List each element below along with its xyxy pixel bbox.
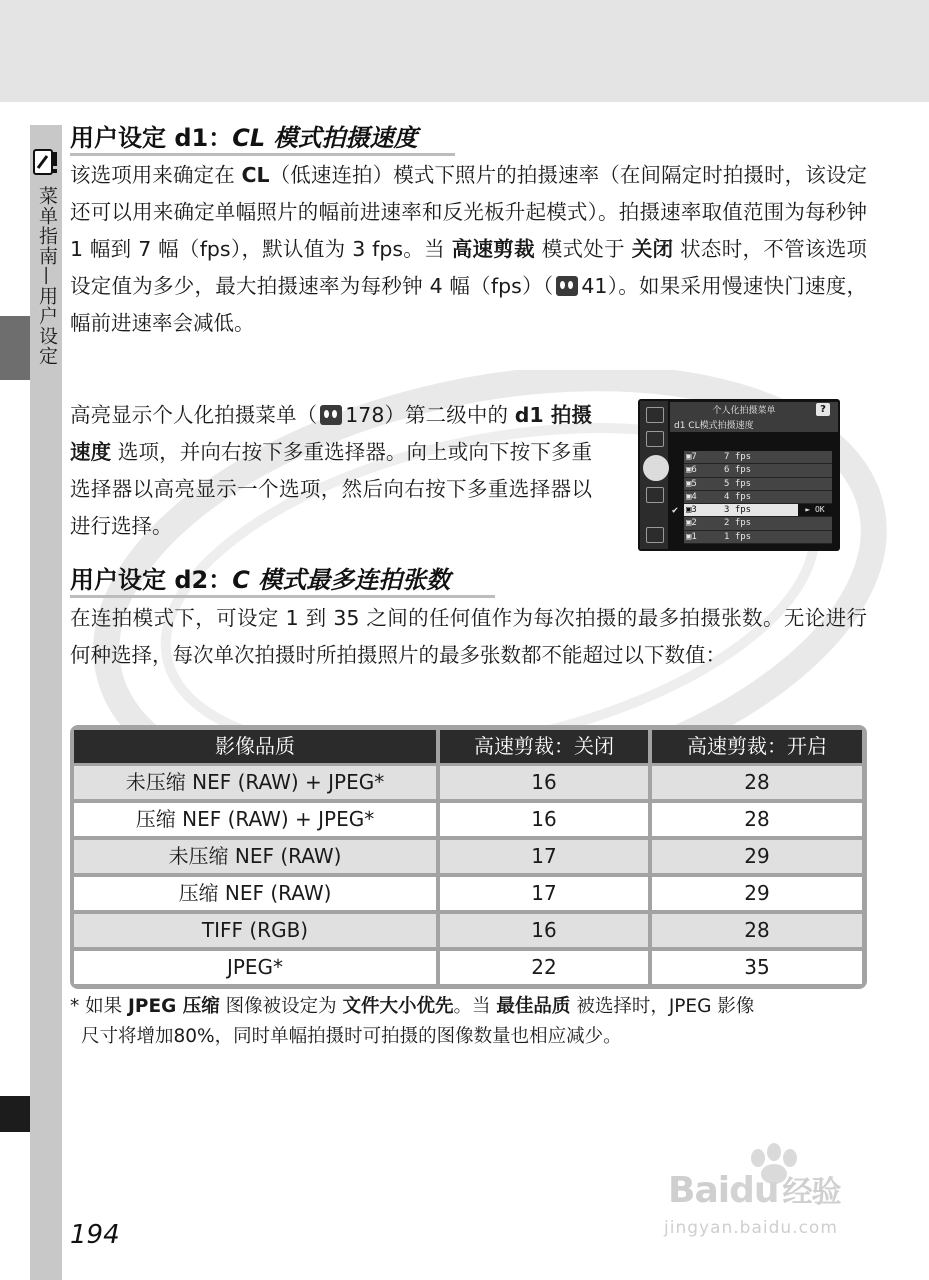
pencil-menu-icon — [33, 148, 59, 178]
section-d2-title — [70, 565, 450, 595]
baidu-url: jingyan.baidu.com — [664, 1218, 838, 1238]
high-speed-crop-term: 高速剪裁 — [451, 237, 535, 261]
section-d1-paragraph-2: 高亮显示个人化拍摄菜单（ 178）第二级中的 d1 拍摄速度 选项，并向右按下多重选择器。向上或向下按下多重选择器以高亮显示一个选项，然后向右按下多重选择器以进行选择。 — [70, 403, 593, 538]
ok-button[interactable]: ► OK — [798, 504, 832, 516]
table-cell-value: 22 — [440, 951, 648, 984]
section-d2-title-prefix: 用户设定 d2： — [70, 566, 233, 594]
side-chapter-tab — [0, 316, 30, 380]
help-icon: ? — [816, 403, 830, 416]
section-d1-title-prefix: 用户设定 d1： — [70, 124, 233, 152]
optimal-quality-term: 最佳品质 — [496, 996, 571, 1017]
playback-menu-icon — [646, 407, 664, 423]
page-reference-icon — [556, 276, 578, 296]
check-icon: ✔ — [672, 505, 679, 517]
table-cell-quality: 未压缩 NEF (RAW) + JPEG* — [74, 766, 436, 799]
section-d1-underline — [70, 153, 455, 156]
table-header-crop-on: 高速剪裁：开启 — [652, 730, 862, 763]
table-cell-value: 29 — [652, 840, 862, 873]
burst-limit-table — [70, 725, 867, 989]
speed-option-row[interactable]: ▣4 4 fps — [684, 491, 832, 504]
cl-mode-symbol: CL — [241, 163, 270, 187]
table-cell-value: 28 — [652, 766, 862, 799]
table-cell-value: 16 — [440, 803, 648, 836]
camera-menu-item-title: d1 CL模式拍摄速度 — [674, 421, 754, 431]
camera-menu-sidebar — [640, 401, 668, 549]
table-cell-value: 28 — [652, 914, 862, 947]
jpeg-compression-term: JPEG 压缩 — [128, 996, 220, 1017]
size-priority-term: 文件大小优先 — [342, 996, 454, 1017]
speed-option-row[interactable]: ▣6 6 fps — [684, 464, 832, 477]
table-cell-value: 29 — [652, 877, 862, 910]
table-cell-value: 35 — [652, 951, 862, 984]
sidebar-chapter-label: 菜单指南—用户设定 — [36, 186, 58, 366]
section-d2-title-italic: C 模式最多连拍张数 — [232, 566, 451, 594]
speed-option-row[interactable]: ▣5 5 fps — [684, 478, 832, 491]
d1-shooting-speed-term: d1 拍摄速度 — [70, 403, 592, 464]
section-d1-title-italic: CL 模式拍摄速度 — [232, 124, 418, 152]
table-cell-value: 16 — [440, 914, 648, 947]
section-d1-paragraph-1: 该选项用来确定在 CL（低速连拍）模式下照片的拍摄速率（在间隔定时拍摄时，该设定还可以用来确定单幅照片的幅前进速率和反光板升起模式）。拍摄速率取值范围为每秒钟 1 幅到 7 幅（fps），默认值为 3 fps。当 高速剪裁 模式处于 关闭 状态时，不管该选项设定值为多少，最大拍摄速率为每秒钟 4 幅（fps）（ 41）。如果采用慢速快门速度，幅前进速率会减低。 — [70, 163, 868, 335]
table-cell-quality: 压缩 NEF (RAW) + JPEG* — [74, 803, 436, 836]
speed-option-row[interactable]: ▣1 1 fps — [684, 531, 832, 544]
page-number: 194 — [70, 1220, 120, 1250]
setup-wrench-icon — [646, 487, 664, 503]
table-cell-quality: 未压缩 NEF (RAW) — [74, 840, 436, 873]
camera-menu-title: 个人化拍摄菜单 — [712, 406, 776, 416]
speed-option-row[interactable]: ▣2 2 fps — [684, 517, 832, 530]
baidu-brand: Baidu 经验 — [668, 1170, 841, 1211]
table-header-quality: 影像品质 — [74, 730, 436, 763]
footnote: * 如果 JPEG 压缩 图像被设定为 文件大小优先。当 最佳品质 被选择时，JPEG 影像 尺寸将增加80%，同时单幅拍摄时可拍摄的图像数量也相应减少。 — [70, 996, 755, 1047]
off-term: 关闭 — [631, 237, 674, 261]
section-d2-paragraph: 在连拍模式下，可设定 1 到 35 之间的任何值作为每次拍摄的最多拍摄张数。无论进行何种选择，每次单次拍摄时所拍摄照片的最多张数都不能超过以下数值： — [70, 606, 867, 667]
table-cell-value: 17 — [440, 840, 648, 873]
table-header-crop-off: 高速剪裁：关闭 — [440, 730, 648, 763]
section-d2-underline — [70, 595, 495, 598]
custom-settings-pencil-icon — [643, 455, 669, 481]
camera-speed-options — [672, 451, 832, 544]
camera-menu-icon — [646, 431, 664, 447]
table-cell-value: 16 — [440, 766, 648, 799]
table-cell-quality: JPEG* — [74, 951, 436, 984]
table-cell-value: 28 — [652, 803, 862, 836]
page-ref-178[interactable]: 178 — [345, 403, 385, 427]
top-band — [0, 0, 929, 102]
page-ref-41[interactable]: 41 — [581, 274, 608, 298]
table-cell-quality: 压缩 NEF (RAW) — [74, 877, 436, 910]
side-index-tab — [0, 1096, 30, 1132]
speed-option-row[interactable]: ▣7 7 fps — [684, 451, 832, 464]
camera-menu-screenshot — [638, 399, 840, 551]
section-d1-title — [70, 123, 418, 153]
speed-option-row-selected[interactable]: ✔ ▣3 3 fps ► OK — [684, 504, 832, 517]
page-reference-icon — [320, 405, 342, 425]
table-cell-quality: TIFF (RGB) — [74, 914, 436, 947]
table-cell-value: 17 — [440, 877, 648, 910]
recent-settings-icon — [646, 527, 664, 543]
